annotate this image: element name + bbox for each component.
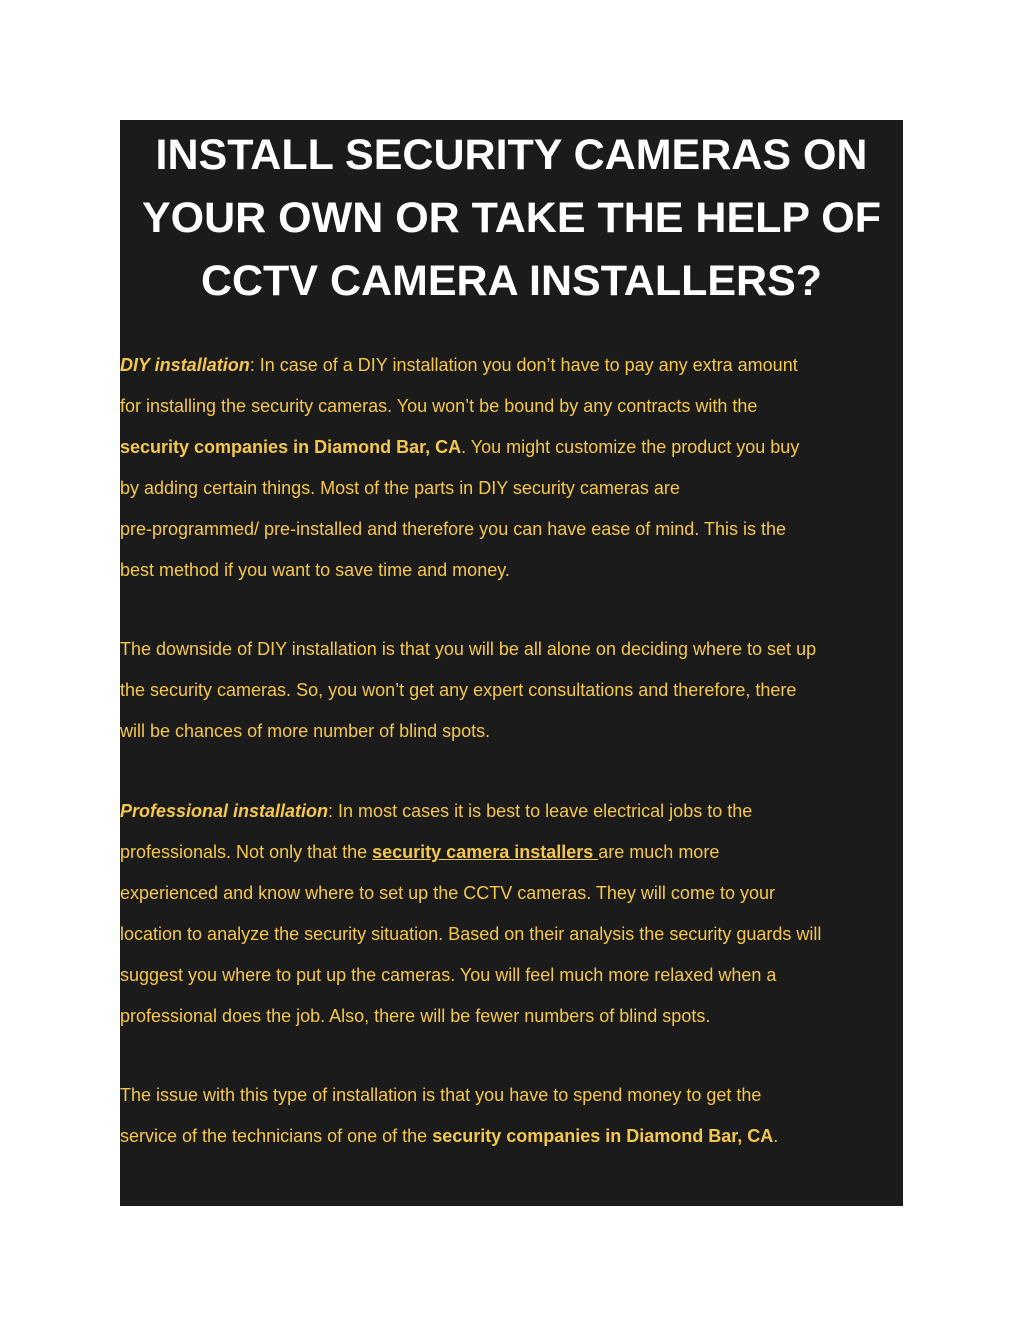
security-camera-installers-link[interactable]: security camera installers [372,842,599,862]
text-span: . You might customize the product you buy [461,437,800,457]
text-span: professionals. Not only that the [120,842,373,862]
paragraph-professional [120,791,910,1037]
title-line: CCTV CAMERA INSTALLERS? [200,257,823,305]
paragraph-line: for installing the security cameras. You won’t be bound by any contracts with the [120,396,758,416]
term-professional-installation: Professional installation [120,801,329,821]
paragraph-downside [120,629,910,752]
page-title [120,124,903,313]
paragraph-line: suggest you where to put up the cameras. You will feel much more relaxed when a [120,965,777,985]
text-span: . [773,1126,779,1146]
content-panel [120,120,903,1206]
text-span: service of the technicians of one of the [120,1126,433,1146]
paragraph-line [120,1116,910,1157]
text-span: are much more [598,842,720,862]
paragraph-line [120,345,910,386]
paragraph-line [120,832,910,873]
paragraph-diy [120,345,910,591]
bold-phrase: security companies in Diamond Bar, CA [120,437,462,457]
paragraph-line: best method if you want to save time and money. [120,560,510,580]
term-diy-installation: DIY installation [120,355,250,375]
paragraph-line: The downside of DIY installation is that you will be all alone on deciding where to set up [120,639,817,659]
paragraph-line: professional does the job. Also, there will be fewer numbers of blind spots. [120,1006,711,1026]
paragraph-line: the security cameras. So, you won’t get any expert consultations and therefore, there [120,680,797,700]
bold-phrase: security companies in Diamond Bar, CA [432,1126,774,1146]
paragraph-line: The issue with this type of installation is that you have to spend money to get the [120,1085,762,1105]
paragraph-line: will be chances of more number of blind spots. [120,721,491,741]
title-line: INSTALL SECURITY CAMERAS ON [155,131,868,179]
paragraph-line: by adding certain things. Most of the parts in DIY security cameras are [120,478,680,498]
paragraph-line: pre-programmed/ pre-installed and therefore you can have ease of mind. This is the [120,519,787,539]
title-line: YOUR OWN OR TAKE THE HELP OF [142,194,881,242]
text-span: : In case of a DIY installation you don’t have to pay any extra amount [249,355,798,375]
paragraph-line: location to analyze the security situation. Based on their analysis the security guards will [120,924,822,944]
paragraph-line [120,791,910,832]
paragraph-line [120,427,910,468]
text-span: : In most cases it is best to leave electrical jobs to the [328,801,753,821]
paragraph-line: experienced and know where to set up the CCTV cameras. They will come to your [120,883,775,903]
paragraph-issue [120,1075,910,1157]
